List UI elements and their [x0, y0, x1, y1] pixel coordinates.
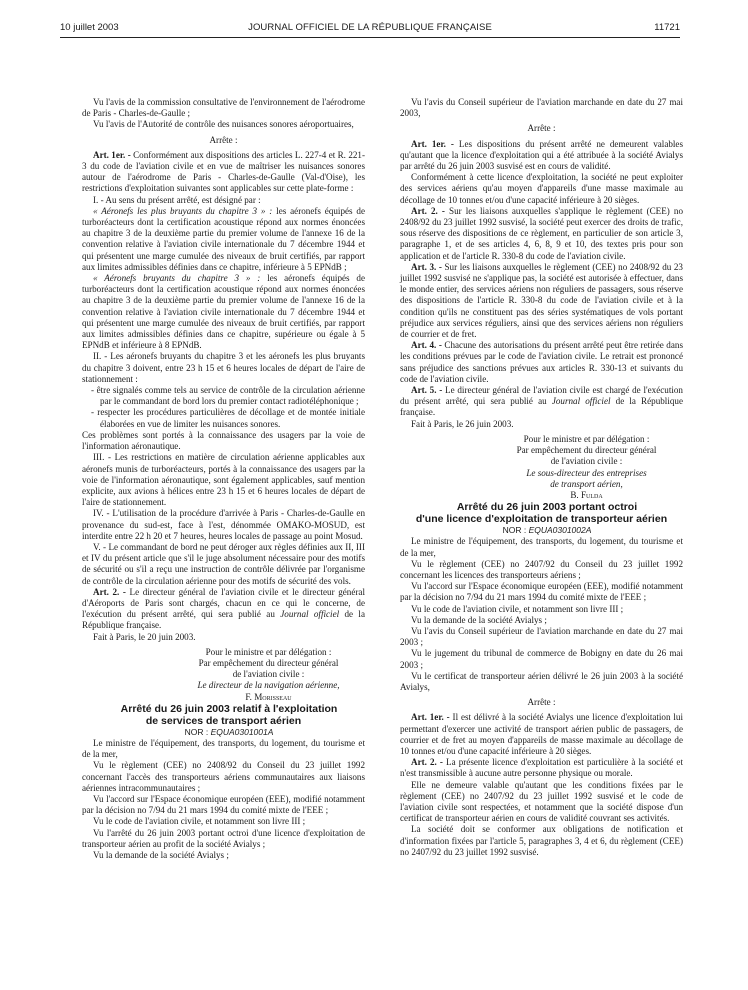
article-2: Art. 2. - Sur les liaisons auxquelles s'applique le règlement (CEE) no 2408/92 du 23 juillet 1992 susvisé, la société peut exercer des droits de trafic, sous réserve des dispositions de ce règlement, en particulier de son article 3, paragraphe 1, et de ses articles 4, 6, 8, 9 et 10, des textes pris pour son application et de l'article R. 330-8 du code de l'aviation civile.: [400, 205, 683, 261]
issue-date: 10 juillet 2003: [60, 22, 119, 33]
paragraph: Vu le certificat de transporteur aérien délivré le 26 juin 2003 à la société Avialys,: [400, 670, 683, 692]
article-2: Art. 2. - Le directeur général de l'aviation civile et le directeur général d'Aéroports de Paris sont chargés, chacun en ce qui le concerne, de l'exécution du présent arrêté, qui sera publié au Journal officiel de la République française.: [82, 586, 365, 631]
paragraph: Vu l'arrêté du 26 juin 2003 portant octroi d'une licence d'exploitation de transporteur aérien au profit de la société Avialys ;: [82, 827, 365, 849]
paragraph: Conformément à cette licence d'exploitation, la société ne peut exploiter des services aériens qu'au moyen d'appareils d'une masse maximale au décollage de 10 tonnes et/ou d'une capacité inférieure à 20 sièges.: [400, 172, 683, 205]
paragraph: Vu la demande de la société Avialys ;: [411, 614, 547, 625]
article-1: Art. 1er. - Il est délivré à la société Avialys une licence d'exploitation lui permettant d'exercer une activité de transport aérien public de passagers, de courrier et de fret au moyen d'appareils de masse maximale au décollage de 10 tonnes et/ou d'une capacité inférieure à 20 sièges.: [400, 712, 683, 756]
nor-reference: NOR : EQUA0301001A: [184, 726, 274, 737]
page-header: [60, 20, 680, 36]
paragraph: IV. - L'utilisation de la procédure d'arrivée à Paris - Charles-de-Gaulle en provenance du sud-est, face à l'est, dénommée OMAKO-MOSUD, est interdite entre 22 h 20 et 7 heures, heures locales de passage au point Mosud.: [82, 508, 365, 541]
arrete-heading: Arrête :: [527, 697, 556, 708]
paragraph: Vu l'accord sur l'Espace économique européen (EEE), modifié notamment par la décision no 7/94 du 21 mars 1994 du comité mixte de l'EEE ;: [82, 793, 365, 816]
nor-reference: NOR : EQUA0301002A: [502, 525, 592, 536]
signature-block: Pour le ministre et par délégation : Par empêchement du directeur général de l'aviation civile : Le directeur de la navigation aérienne, F. Morisseau: [172, 647, 365, 703]
paragraph: Vu le code de l'aviation civile, et notamment son livre III ;: [93, 816, 306, 827]
definition: « Aéronefs les plus bruyants du chapitre 3 » : les aéronefs équipés de turboréacteurs dont la certification acoustique répond aux normes énoncées au chapitre 3 de la deuxième partie du premier volume de l'annexe 16 de la convention relative à l'aviation civile internationale du 7 décembre 1944 et qui présentent une marge cumulée des niveaux de bruit certifiés, par rapport aux limites admissibles définies dans ce chapitre, inférieure à 5 EPNdB ;: [82, 205, 366, 272]
right-column: [400, 97, 683, 858]
article-label: Art. 1er. -: [93, 149, 131, 160]
paragraph: Vu l'avis de la commission consultative de l'environnement de l'aérodrome de Paris - Charles-de-Gaulle ;: [82, 97, 365, 119]
paragraph: III. - Les restrictions en matière de circulation aérienne applicables aux aéronefs munis de turboréacteurs, portés à la connaissance des usagers par la voie de l'information aéronautique, sont également applicables, sauf mention explicite, aux avions à hélices entre 23 h 15 et 6 heures locales de départ de l'aire de stationnement.: [82, 452, 365, 508]
signatory-name: F. Morisseau: [245, 691, 292, 702]
definition: « Aéronefs bruyants du chapitre 3 » : les aéronefs équipés de turboréacteurs dont la certification acoustique répond aux normes énoncées au chapitre 3 de la deuxième partie du premier volume de l'annexe 16 de la convention relative à l'aviation civile internationale du 7 décembre 1944 et qui présentent une marge cumulée des niveaux de bruit certifiés, par rapport aux limites admissibles définies dans ce chapitre, supérieure ou égale à 5 EPNdB et inférieure à 8 EPNdB.: [82, 273, 366, 351]
list-item: - respecter les procédures particulières de décollage et de montée initiale élaborées en vue de limiter les nuisances sonores.: [91, 407, 365, 429]
paragraph: I. - Au sens du présent arrêté, est désigné par :: [93, 194, 261, 205]
article-3: Art. 3. - Sur les liaisons auxquelles le règlement (CEE) no 2408/92 du 23 juillet 1992 susvisé ne s'applique pas, la société est autorisée à effectuer, dans le monde entier, des services aériens non réguliers de passagers, sous réserve des dispositions de l'article R. 330-8 du code de l'aviation civile et à la condition qu'ils ne constituent pas des séries systématiques de vols portant préjudice aux services réguliers, ainsi que des services aériens non réguliers de courrier et de fret.: [400, 261, 683, 340]
paragraph: Vu l'avis de l'Autorité de contrôle des nuisances sonores aéroportuaires,: [93, 119, 354, 130]
paragraph: Vu le règlement (CEE) no 2408/92 du Conseil du 23 juillet 1992 concernant l'accès des transporteurs aériens communautaires aux liaisons aériennes intracommunautaires ;: [82, 760, 365, 793]
article-1: Art. 1er. - Les dispositions du présent arrêté ne demeurent valables qu'autant que la licence d'exploitation qui a été attribuée à la société Avialys par arrêté du 26 juin 2003 susvisé est en cours de validité.: [400, 138, 683, 172]
article-2: Art. 2. - La présente licence d'exploitation est particulière à la société et n'est transmissible à aucune autre personne physique ou morale.: [400, 757, 683, 779]
signature-block: Pour le ministre et par délégation : Par empêchement du directeur général de l'aviation civile : Le sous-directeur des entreprises de transport aérien, B. Fulda: [490, 434, 683, 501]
decree-title: Arrêté du 26 juin 2003 portant octroi d'une licence d'exploitation de transporteur aérien: [415, 501, 668, 526]
paragraph: Ces problèmes sont portés à la connaissance des usagers par la voie de l'information aéronautique.: [82, 429, 365, 452]
paragraph: Vu le jugement du tribunal de commerce de Bobigny en date du 26 mai 2003 ;: [400, 648, 683, 670]
paragraph: La société doit se conformer aux obligations de notification et d'information fixées par l'article 5, paragraphes 3, 4 et 6, du règlement (CEE) no 2407/92 du 23 juillet 1992 susvisé.: [400, 824, 683, 857]
arrete-heading: Arrête :: [527, 123, 556, 134]
arrete-heading: Arrête :: [209, 134, 238, 145]
signatory-name: B. Fulda: [570, 489, 603, 500]
paragraph: II. - Les aéronefs bruyants du chapitre 3 et les aéronefs les plus bruyants du chapitre 3 doivent, entre 23 h 15 et 6 heures locales de départ de l'aire de stationnement :: [82, 351, 365, 384]
list-item: - être signalés comme tels au service de contrôle de la circulation aérienne par le commandant de bord lors du premier contact radiotéléphonique ;: [91, 385, 365, 407]
header-rule: [60, 37, 680, 38]
paragraph: Vu la demande de la société Avialys ;: [93, 850, 229, 860]
article-1: Art. 1er. - Conformément aux dispositions des articles L. 227-4 et R. 221-3 du code de l'aviation civile et en vue de maîtriser les nuisances sonores autour de l'aérodrome de Paris - Charles-de-Gaulle (Val-d'Oise), les restrictions d'exploitation suivantes sont applicables sur cette plate-forme :: [82, 149, 365, 194]
fait-a-paris: Fait à Paris, le 26 juin 2003.: [411, 418, 514, 429]
paragraph: V. - Le commandant de bord ne peut déroger aux règles définies aux II, III et IV du présent article que s'il le juge absolument nécessaire pour des motifs de sécurité ou s'il a reçu une instruction de contrôle délivrée par l'organisme de contrôle de la circulation aérienne pour des motifs de sécurité des vols.: [82, 541, 365, 586]
paragraph: Vu l'avis du Conseil supérieur de l'aviation marchande en date du 27 mai 2003,: [400, 97, 683, 119]
paragraph: Vu le code de l'aviation civile, et notamment son livre III ;: [411, 603, 624, 614]
decree-title: Arrêté du 26 juin 2003 relatif à l'exploitation de services de transport aérien: [120, 702, 338, 727]
article-4: Art. 4. - Chacune des autorisations du présent arrêté peut être retirée dans les conditions prévues par le code de l'aviation civile. Le retrait est prononcé sans préjudice des sanctions prévues aux articles R. 330-13 et suivants du code de l'aviation civile.: [400, 340, 683, 384]
article-5: Art. 5. - Le directeur général de l'aviation civile est chargé de l'exécution du présent arrêté, qui sera publié au Journal officiel de la République française.: [400, 385, 683, 418]
paragraph: Elle ne demeure valable qu'autant que les conditions fixées par le règlement (CEE) no 2407/92 du 23 juillet 1992 susvisé et le code de l'aviation civile sont respectées, et notamment que la société dispose d'un certificat de transporteur aérien en cours de validité couvrant ses activités.: [400, 779, 683, 824]
paragraph: Vu l'avis du Conseil supérieur de l'aviation marchande en date du 27 mai 2003 ;: [400, 625, 683, 648]
left-column: [82, 97, 365, 861]
paragraph: Vu le règlement (CEE) no 2407/92 du Conseil du 23 juillet 1992 concernant les licences des transporteurs aériens ;: [400, 558, 683, 580]
fait-a-paris: Fait à Paris, le 20 juin 2003.: [93, 631, 196, 642]
journal-title: JOURNAL OFFICIEL DE LA RÉPUBLIQUE FRANÇAISE: [248, 22, 492, 33]
paragraph: Le ministre de l'équipement, des transports, du logement, du tourisme et de la mer,: [82, 737, 365, 760]
paragraph: Le ministre de l'équipement, des transports, du logement, du tourisme et de la mer,: [400, 536, 683, 558]
paragraph: Vu l'accord sur l'Espace économique européen (EEE), modifié notamment par la décision no 7/94 du 21 mars 1994 du comité mixte de l'EEE ;: [400, 581, 683, 603]
page-number: 11721: [654, 22, 680, 33]
